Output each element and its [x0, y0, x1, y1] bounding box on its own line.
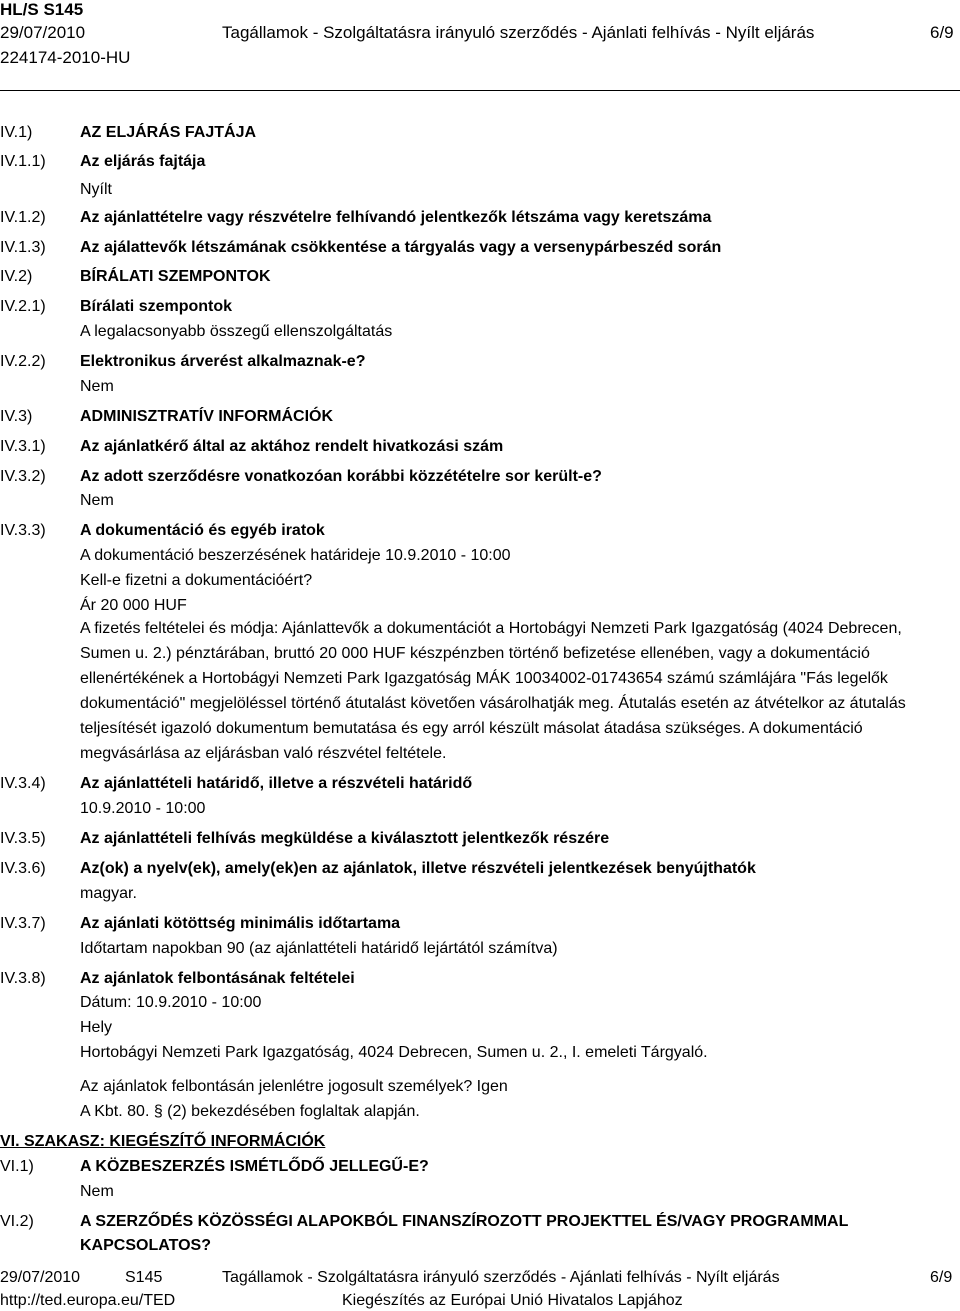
section-line-text: Kell-e fizetni a dokumentációért?: [80, 572, 313, 589]
section-line-number: IV.3.7): [0, 915, 46, 932]
vi-line-text: Nem: [80, 1183, 114, 1200]
section-line-text: Dátum: 10.9.2010 - 10:00: [80, 994, 262, 1011]
section-line-heading: Bírálati szempontok: [80, 298, 233, 315]
section-line-heading: Az ajánlattételi felhívás megküldése a kiválasztott jelentkezők részére: [80, 830, 610, 847]
footer-series: S145: [125, 1269, 163, 1286]
section-line-text: Az ajánlatok felbontásán jelenlétre jogosult személyek? Igen: [80, 1078, 508, 1095]
section-line-heading: BÍRÁLATI SZEMPONTOK: [80, 268, 271, 285]
section-line-heading: AZ ELJÁRÁS FAJTÁJA: [80, 124, 257, 141]
section-line-text: Nem: [80, 492, 114, 509]
section-line-heading: Az eljárás fajtája: [80, 153, 206, 170]
section-line-text: 10.9.2010 - 10:00: [80, 800, 206, 817]
section-line-heading: Az ajánlattételi határidő, illetve a részvételi határidő: [80, 775, 473, 792]
footer-url[interactable]: http://ted.europa.eu/TED: [0, 1292, 176, 1309]
section-line-heading: Az(ok) a nyelv(ek), amely(ek)en az ajánlatok, illetve részvételi jelentkezések benyújthatók: [80, 860, 756, 877]
section-line-text: A dokumentáció beszerzésének határideje 10.9.2010 - 10:00: [80, 547, 511, 564]
section-line-number: IV.3.1): [0, 438, 46, 455]
section-line-heading: Az ajánlatok felbontásának feltételei: [80, 970, 355, 987]
section-line-heading: Az ajánlati kötöttség minimális időtartama: [80, 915, 401, 932]
section-line-heading: Elektronikus árverést alkalmaznak-e?: [80, 353, 366, 370]
section-line-number: IV.3): [0, 408, 33, 425]
section-line-heading: Az ajálattevők létszámának csökkentése a tárgyalás vagy a versenypárbeszéd során: [80, 239, 722, 256]
section-line-number: IV.2): [0, 268, 33, 285]
section-line-number: IV.3.6): [0, 860, 46, 877]
section-line-number: IV.1.2): [0, 209, 46, 226]
section-line-heading: ADMINISZTRATÍV INFORMÁCIÓK: [80, 408, 334, 425]
header-rule: [0, 90, 960, 91]
section-line-number: IV.2.1): [0, 298, 46, 315]
vi-line-number: VI.1): [0, 1158, 34, 1175]
section-line-number: IV.3.3): [0, 522, 46, 539]
section-line-number: IV.3.8): [0, 970, 46, 987]
section-line-number: IV.2.2): [0, 353, 46, 370]
header-ref: 224174-2010-HU: [0, 48, 131, 67]
section-line-heading: Az ajánlattételre vagy részvételre felhívandó jelentkezők létszáma vagy keretszáma: [80, 209, 712, 226]
section-line-heading: Az ajánlatkérő által az aktához rendelt hivatkozási szám: [80, 438, 504, 455]
section-line-heading: A dokumentáció és egyéb iratok: [80, 522, 325, 539]
vi-line-heading: A KÖZBESZERZÉS ISMÉTLŐDŐ JELLEGŰ-E?: [80, 1158, 429, 1175]
vi-line-heading: A SZERZŐDÉS KÖZÖSSÉGI ALAPOKBÓL FINANSZÍROZOTT PROJEKTTEL ÉS/VAGY PROGRAMMAL: [80, 1213, 849, 1230]
section-line-text: Hely: [80, 1019, 113, 1036]
section-line-number: IV.3.4): [0, 775, 46, 792]
section-line-text: Nyílt: [80, 181, 112, 198]
section-line-heading: Az adott szerződésre vonatkozóan korábbi közzétételre sor került-e?: [80, 468, 602, 485]
header-title: Tagállamok - Szolgáltatásra irányuló szerződés - Ajánlati felhívás - Nyílt eljárás: [222, 23, 815, 42]
section-line-number: IV.3.2): [0, 468, 46, 485]
section-line-text: Nem: [80, 378, 114, 395]
section-line-text: Ár 20 000 HUF: [80, 597, 187, 614]
section-vi-title: VI. SZAKASZ: KIEGÉSZÍTŐ INFORMÁCIÓK: [0, 1133, 326, 1150]
section-line-text: A Kbt. 80. § (2) bekezdésében foglaltak alapján.: [80, 1103, 420, 1120]
vi-line-number: VI.2): [0, 1213, 34, 1230]
doc-id: HL/S S145: [0, 0, 84, 19]
section-line-text: Időtartam napokban 90 (az ajánlattételi határidő lejártától számítva): [80, 940, 558, 957]
payment-terms-paragraph: A fizetés feltételei és módja: Ajánlattevők a dokumentációt a Hortobágyi Nemzeti Park Igazgatóság (4024 Debrecen, Sumen u. 2.) pénztárában, bruttó 20 000 HUF készpénzben történő befizetése ellenében, vagy a dokumentáció ellenértékének a Hortobágyi Nemzeti Park Igazgatóság MÁK 10034002-01743654 számú számlájára "Fás legelők dokumentáció" megjelöléssel történő átutalást követően vásárolhatják meg. Átutalás esetén az átvételkor az átutalás teljesítését igazoló dokumentum bemutatása és egy arról készült másolat átadása szükséges. A dokumentáció megvásárlása az eljárásban való részvétel feltétele.: [80, 620, 906, 762]
footer-title: Tagállamok - Szolgáltatásra irányuló szerződés - Ajánlati felhívás - Nyílt eljárás: [222, 1269, 780, 1286]
section-line-number: IV.3.5): [0, 830, 46, 847]
section-line-text: A legalacsonyabb összegű ellenszolgáltatás: [80, 323, 393, 340]
section-line-text: Hortobágyi Nemzeti Park Igazgatóság, 4024 Debrecen, Sumen u. 2., I. emeleti Tárgyaló.: [80, 1044, 708, 1061]
footer-date: 29/07/2010: [0, 1269, 81, 1286]
header-date: 29/07/2010: [0, 23, 86, 42]
section-line-number: IV.1): [0, 124, 33, 141]
section-line-text: magyar.: [80, 885, 137, 902]
vi-line-heading: KAPCSOLATOS?: [80, 1237, 211, 1254]
footer-page: 6/9: [930, 1269, 953, 1286]
section-line-number: IV.1.3): [0, 239, 46, 256]
section-line-number: IV.1.1): [0, 153, 46, 170]
footer-supplement: Kiegészítés az Európai Unió Hivatalos Lapjához: [342, 1292, 683, 1309]
header-page: 6/9: [930, 23, 954, 42]
